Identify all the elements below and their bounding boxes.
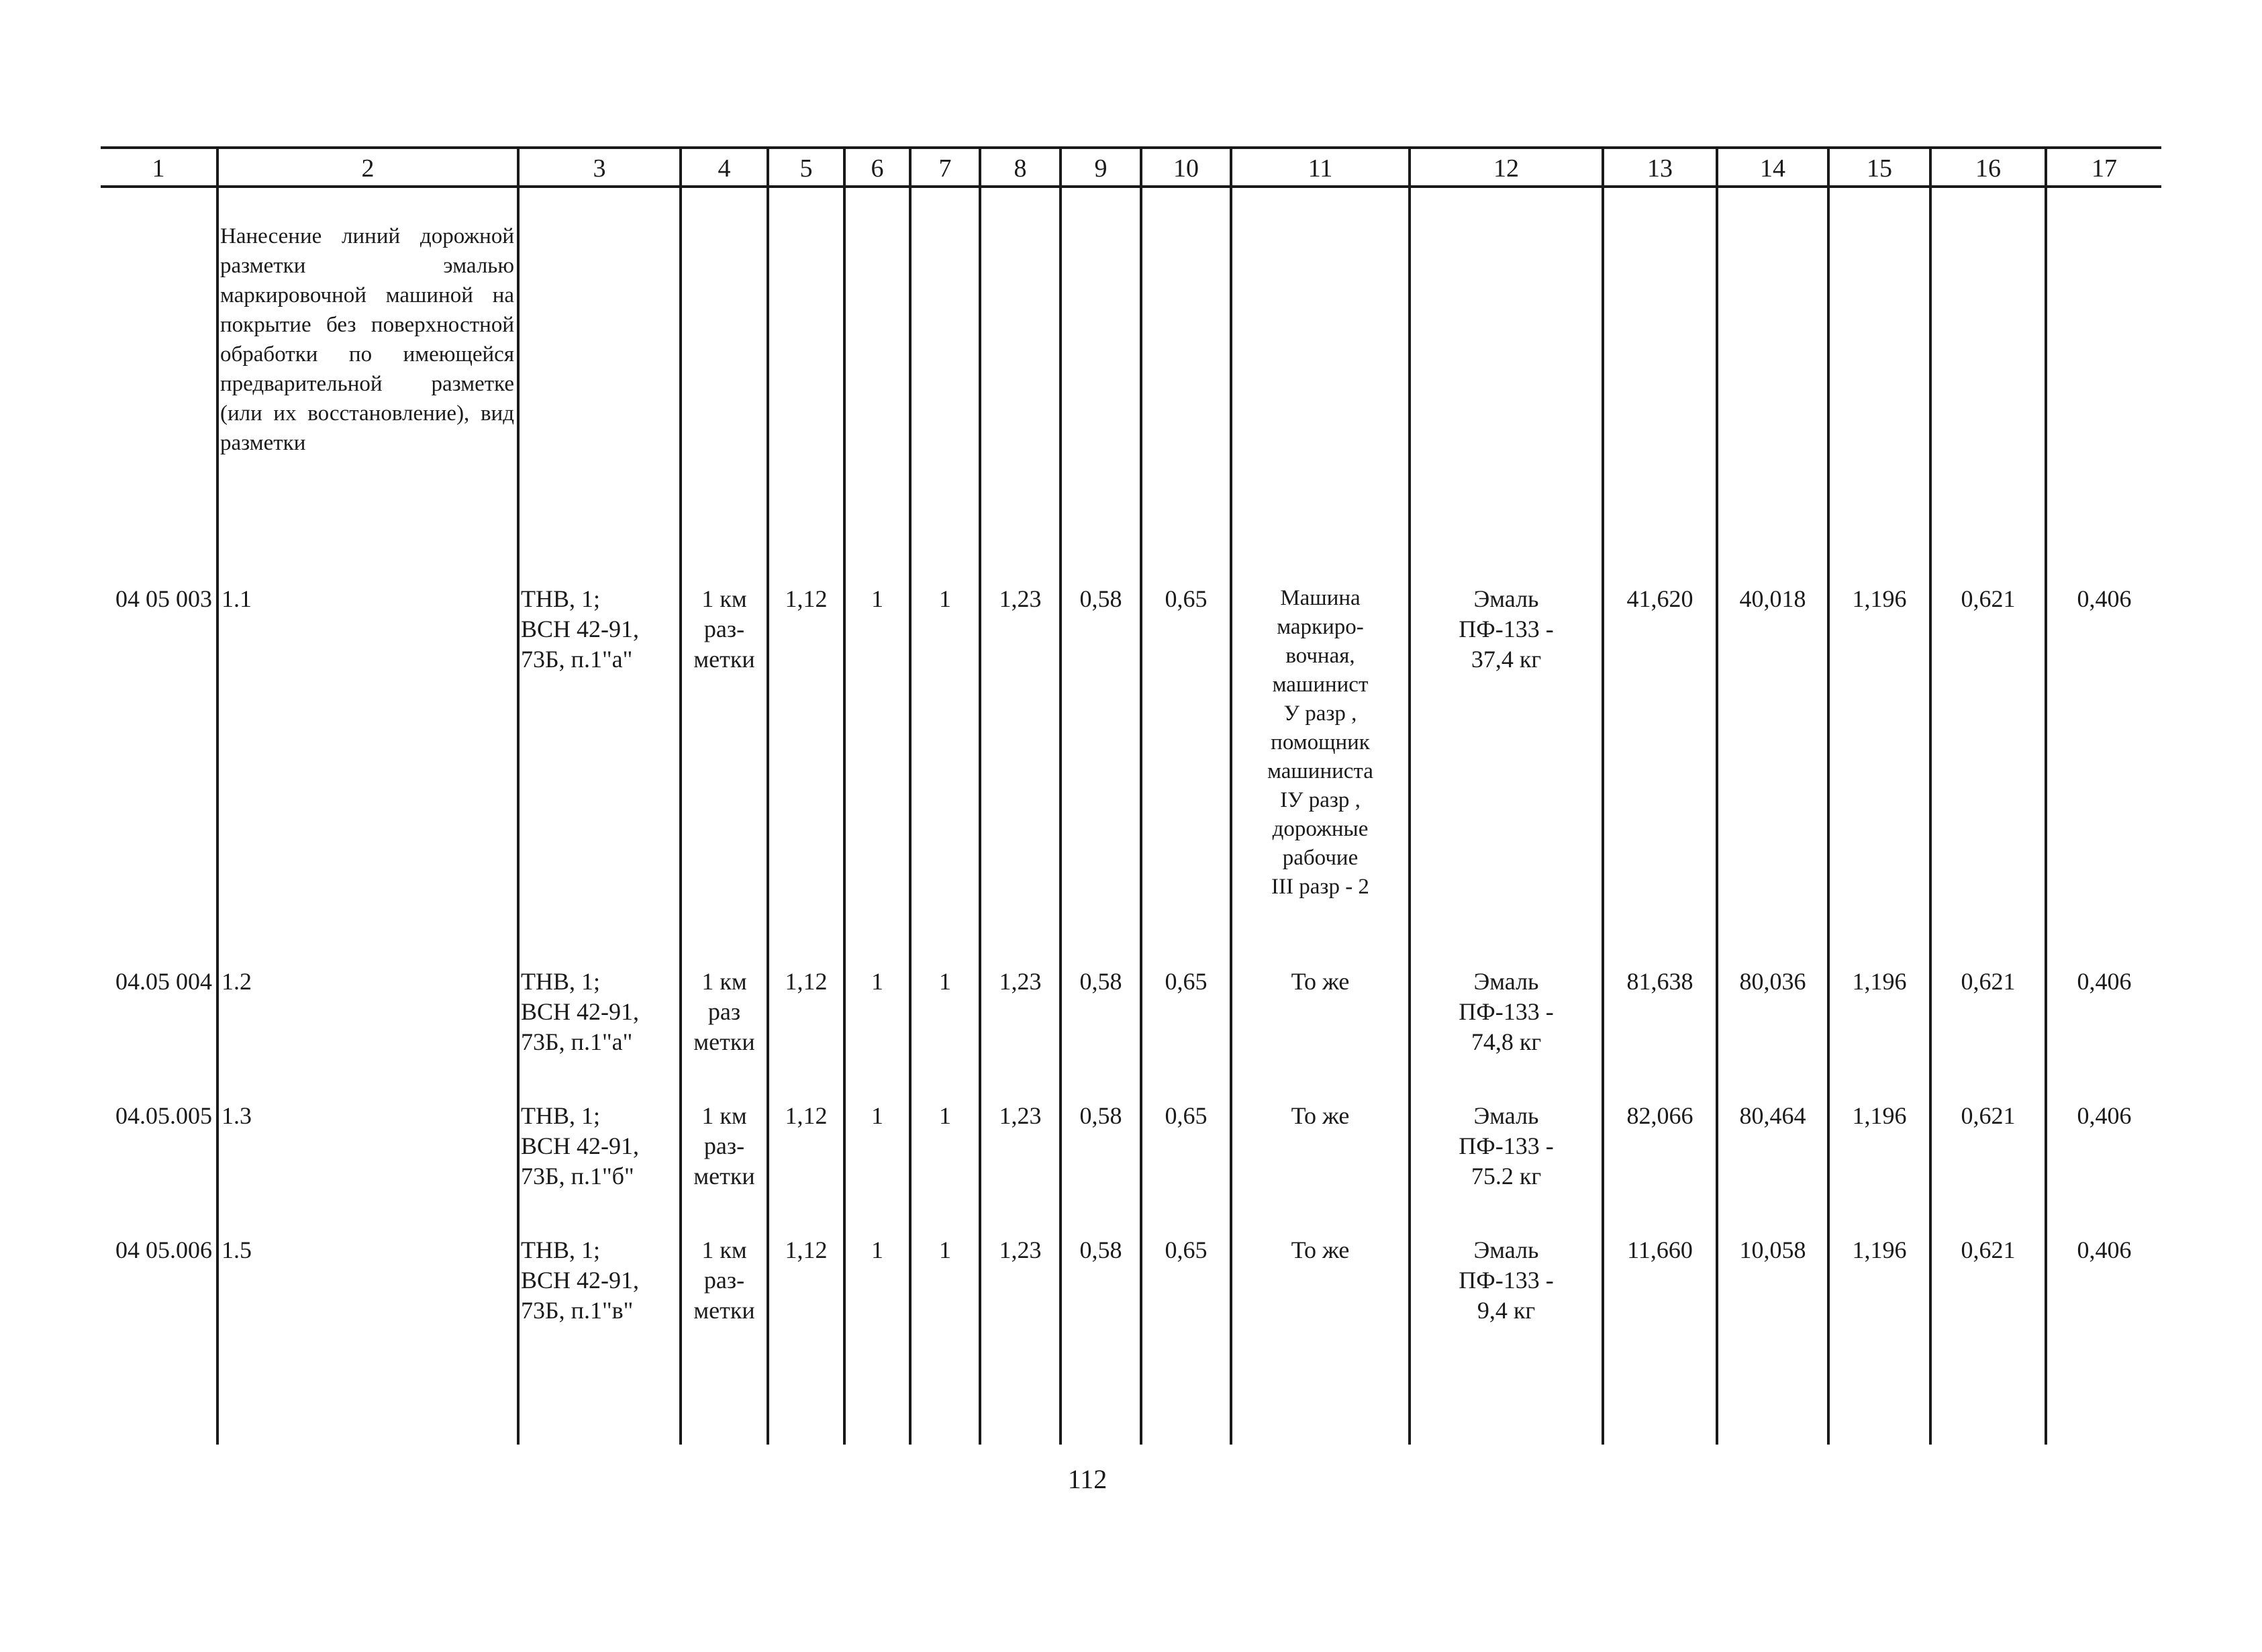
row-value: 1,12 — [785, 1102, 828, 1129]
work-description: Нанесение линий дорожной разметки эмалью маркировочной машиной на покрытие без поверхностной обработки по имеющейся предварительной разметке (или их восстановление), вид разметки — [220, 224, 514, 455]
page-number: 112 — [1067, 1464, 1108, 1494]
header-bottom-rule — [101, 185, 2161, 188]
row-value: 1,23 — [999, 968, 1042, 995]
row-item: 1.5 — [222, 1236, 252, 1263]
header-cell: 7 — [938, 154, 952, 183]
row-value: 1,23 — [999, 1236, 1042, 1263]
row-value: 1 — [871, 968, 883, 995]
row-value: 1,12 — [785, 968, 828, 995]
row-value: 0,58 — [1079, 1236, 1122, 1263]
row-value: 0,621 — [1961, 968, 2016, 995]
header-cell: 16 — [1975, 154, 2001, 183]
header-cell: 14 — [1760, 154, 1785, 183]
row-value: 11,660 — [1627, 1236, 1693, 1263]
row-item: 1.1 — [222, 585, 252, 612]
row-doc: ТНВ, 1; ВСН 42-91, 73Б, п.1"а" — [521, 968, 640, 1055]
row-value: 1,23 — [999, 1102, 1042, 1129]
row-doc: ТНВ, 1; ВСН 42-91, 73Б, п.1"в" — [521, 1236, 640, 1324]
row-material: Эмаль ПФ-133 - 74,8 кг — [1459, 968, 1554, 1055]
header-cell: 12 — [1493, 154, 1519, 183]
row-value: 1,196 — [1852, 1236, 1907, 1263]
header-cell: 15 — [1867, 154, 1892, 183]
header-cell: 11 — [1308, 154, 1333, 183]
row-value: 1 — [939, 585, 951, 612]
header-cell: 5 — [799, 154, 813, 183]
row-value: 0,621 — [1961, 1236, 2016, 1263]
row-material: Эмаль ПФ-133 - 75.2 кг — [1459, 1102, 1554, 1189]
row-value: 1,12 — [785, 585, 828, 612]
header-top-rule — [101, 146, 2161, 149]
row-value: 0,65 — [1165, 968, 1208, 995]
row-value: 0,58 — [1079, 1102, 1122, 1129]
row-code: 04.05.005 — [115, 1102, 212, 1129]
row-value: 1,196 — [1852, 1102, 1907, 1129]
row-doc: ТНВ, 1; ВСН 42-91, 73Б, п.1"б" — [521, 1102, 640, 1189]
column-divider — [517, 146, 520, 1445]
row-item: 1.2 — [222, 968, 252, 995]
row-code: 04 05 003 — [115, 585, 212, 612]
row-value: 0,65 — [1165, 1236, 1208, 1263]
row-value: 80,464 — [1739, 1102, 1806, 1129]
header-cell: 13 — [1647, 154, 1673, 183]
row-value: 1,196 — [1852, 585, 1907, 612]
row-code: 04.05 004 — [115, 968, 212, 995]
header-cell: 9 — [1094, 154, 1108, 183]
row-value: 1 — [939, 1236, 951, 1263]
row-value: 1 — [871, 1102, 883, 1129]
row-value: 1 — [939, 1102, 951, 1129]
row-item: 1.3 — [222, 1102, 252, 1129]
row-value: 1,196 — [1852, 968, 1907, 995]
column-divider — [216, 146, 219, 1445]
row-material: Эмаль ПФ-133 - 37,4 кг — [1459, 585, 1554, 673]
row-value: 0,406 — [2077, 1102, 2132, 1129]
header-cell: 17 — [2092, 154, 2117, 183]
row-machinery: То же — [1291, 968, 1350, 995]
row-machinery: То же — [1291, 1236, 1350, 1263]
row-code: 04 05.006 — [115, 1236, 212, 1263]
row-machinery: То же — [1291, 1102, 1350, 1129]
row-value: 81,638 — [1626, 968, 1693, 995]
row-value: 1 — [871, 585, 883, 612]
header-cell: 1 — [152, 154, 165, 183]
row-value: 0,406 — [2077, 1236, 2132, 1263]
header-cell: 4 — [718, 154, 731, 183]
header-cell: 6 — [871, 154, 884, 183]
row-machinery: Машина маркиро- вочная, машинист У разр , помощник машиниста IУ разр , дорожные рабочие III разр - 2 — [1267, 586, 1373, 899]
row-value: 41,620 — [1626, 585, 1693, 612]
row-value: 10,058 — [1739, 1236, 1806, 1263]
row-value: 40,018 — [1739, 585, 1806, 612]
row-value: 1,23 — [999, 585, 1042, 612]
row-unit: 1 км раз- метки — [693, 1236, 755, 1324]
row-value: 1 — [871, 1236, 883, 1263]
header-cell: 3 — [593, 154, 606, 183]
row-value: 80,036 — [1739, 968, 1806, 995]
row-value: 1,12 — [785, 1236, 828, 1263]
row-value: 0,621 — [1961, 585, 2016, 612]
row-material: Эмаль ПФ-133 - 9,4 кг — [1459, 1236, 1554, 1324]
row-doc: ТНВ, 1; ВСН 42-91, 73Б, п.1"а" — [521, 585, 640, 673]
row-value: 0,406 — [2077, 968, 2132, 995]
row-value: 0,58 — [1079, 968, 1122, 995]
header-cell: 8 — [1014, 154, 1027, 183]
row-unit: 1 км раз- метки — [693, 1102, 755, 1189]
row-value: 0,58 — [1079, 585, 1122, 612]
row-value: 0,406 — [2077, 585, 2132, 612]
row-unit: 1 км раз метки — [693, 968, 755, 1055]
row-unit: 1 км раз- метки — [693, 585, 755, 673]
row-value: 82,066 — [1626, 1102, 1693, 1129]
header-cell: 10 — [1173, 154, 1199, 183]
row-value: 0,65 — [1165, 1102, 1208, 1129]
header-cell: 2 — [361, 154, 375, 183]
row-value: 1 — [939, 968, 951, 995]
row-value: 0,621 — [1961, 1102, 2016, 1129]
row-value: 0,65 — [1165, 585, 1208, 612]
